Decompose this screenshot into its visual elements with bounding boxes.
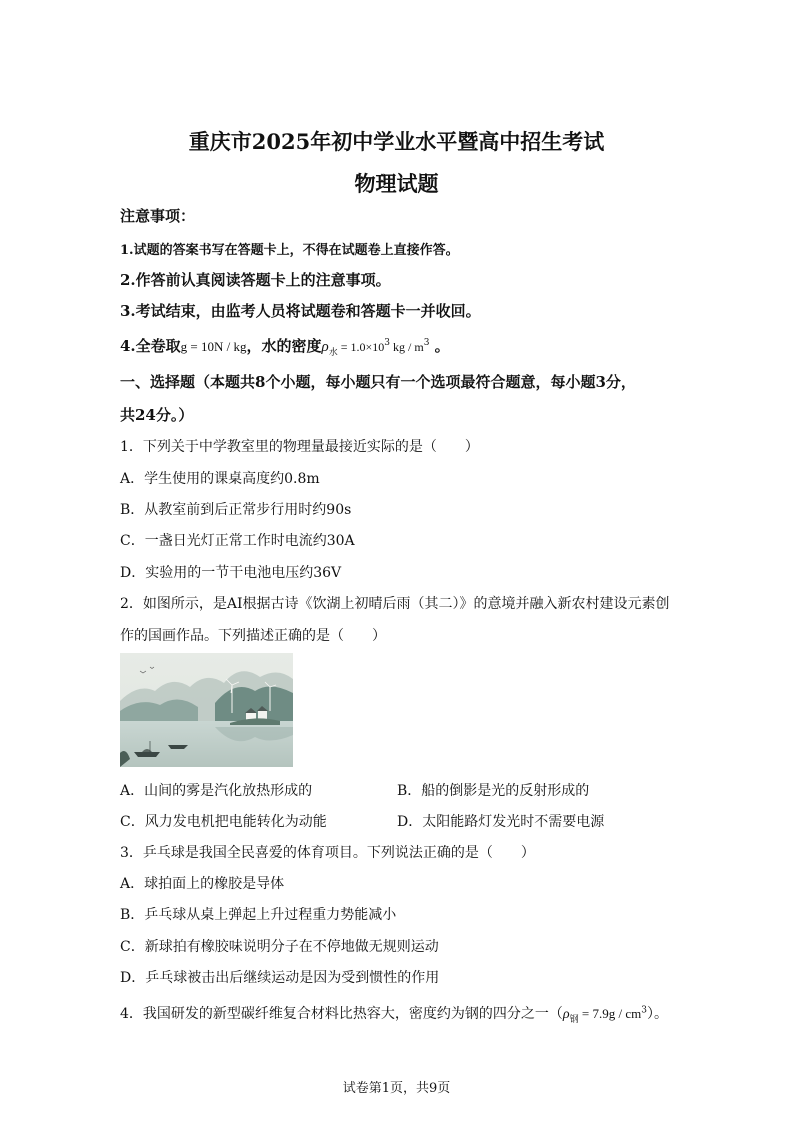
page-footer: 试卷第1页，共9页	[342, 1081, 451, 1096]
rho-steel-subscript: 钢	[569, 1014, 579, 1025]
question-3-option-c: C．新球拍有橡胶味说明分子在不停地做无规则运动	[120, 939, 439, 955]
question-4-stem	[120, 1003, 668, 1025]
note-item-4	[120, 335, 450, 358]
rho-symbol: ρ	[321, 339, 329, 355]
question-4-stem-suffix: ）。	[646, 1006, 668, 1022]
question-3-option-d: D．乒乓球被击出后继续运动是因为受到惯性的作用	[120, 970, 440, 986]
question-1-option-c: C．一盏日光灯正常工作时电流约30A	[120, 533, 355, 549]
section-heading-line2: 共24分。）	[120, 406, 194, 424]
question-2-stem-line1: 2．如图所示，是AI根据古诗《饮湖上初晴后雨（其二）》的意境并融入新农村建设元素创	[120, 596, 670, 612]
density-exponent: 3	[384, 338, 391, 348]
page-subtitle: 物理试题	[354, 171, 439, 196]
question-2-stem-line2: 作的国画作品。下列描述正确的是（ ）	[120, 628, 386, 644]
note-item-2: 2.作答前认真阅读答题卡上的注意事项。	[120, 271, 391, 289]
question-3-option-b: B．乒乓球从桌上弹起上升过程重力势能减小	[120, 907, 397, 923]
note-item-3: 3.考试结束，由监考人员将试题卷和答题卡一并收回。	[120, 302, 481, 320]
note-item-4-mid: ，水的密度	[246, 337, 322, 355]
density-unit: kg / m	[390, 340, 424, 354]
question-1-option-b: B．从教室前到后正常步行用时约90s	[120, 502, 352, 518]
question-1-stem: 1．下列关于中学教室里的物理量最接近实际的是（ ）	[120, 439, 479, 455]
rho-steel-symbol: ρ	[562, 1007, 570, 1022]
density-unit-exponent: 3	[423, 338, 430, 348]
water-density-value: = 1.0×10	[337, 340, 385, 354]
question-1-option-a: A．学生使用的课桌高度约0.8m	[120, 471, 320, 487]
rho-subscript: 水	[328, 348, 338, 358]
steel-density-value: = 7.9g / cm	[578, 1006, 642, 1021]
notes-heading: 注意事项：	[120, 207, 196, 225]
question-1-option-d: D．实验用的一节干电池电压约36V	[120, 565, 342, 581]
note-item-4-end: 。	[429, 337, 450, 355]
question-3-option-a: A．球拍面上的橡胶是导体	[120, 876, 285, 892]
note-item-1: 1.试题的答案书写在答题卡上，不得在试题卷上直接作答。	[120, 243, 459, 258]
question-4-stem-prefix: 4．我国研发的新型碳纤维复合材料比热容大，密度约为钢的四分之一（	[120, 1006, 563, 1022]
question-2-option-b: B．船的倒影是光的反射形成的	[397, 783, 590, 799]
note-item-4-prefix: 4.全卷取	[120, 337, 181, 355]
question-2-option-c: C．风力发电机把电能转化为动能	[120, 814, 327, 830]
section-heading-line1: 一、选择题（本题共8个小题，每小题只有一个选项最符合题意，每小题3分，	[120, 373, 636, 391]
steel-density-exponent: 3	[641, 1005, 647, 1016]
page-title: 重庆市2025年初中学业水平暨高中招生考试	[188, 129, 605, 154]
question-2-option-a: A．山间的雾是汽化放热形成的	[120, 783, 313, 799]
question-3-stem: 3．乒乓球是我国全民喜爱的体育项目。下列说法正确的是（ ）	[120, 845, 535, 861]
gravity-constant: g = 10N / kg	[180, 339, 247, 354]
landscape-painting-image	[120, 653, 293, 767]
question-2-option-d: D．太阳能路灯发光时不需要电源	[397, 814, 605, 830]
